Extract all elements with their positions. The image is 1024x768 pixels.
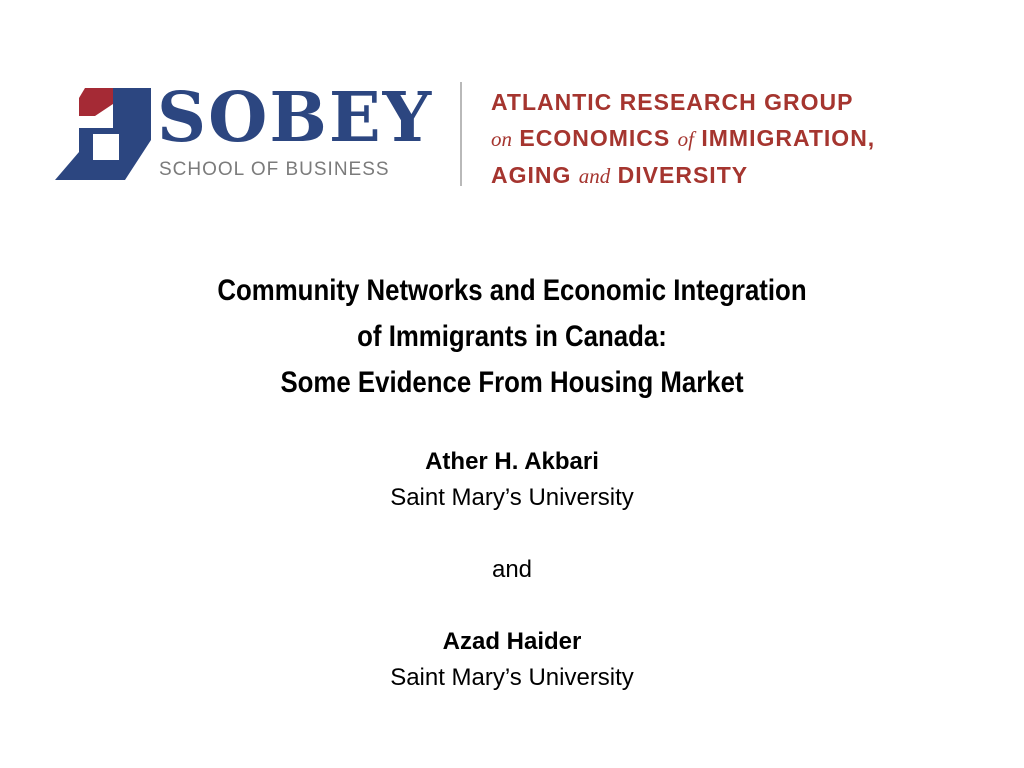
title-line-3: Some Evidence From Housing Market — [280, 366, 744, 399]
logo-divider — [460, 82, 462, 186]
research-group-immigration: IMMIGRATION, — [701, 125, 876, 151]
author-conjunction: and — [491, 556, 533, 583]
author-1-affiliation: Saint Mary’s University — [390, 484, 634, 511]
research-group-logo — [491, 84, 875, 194]
research-group-on: on — [491, 127, 512, 151]
sobey-wordmark: SOBEY — [157, 78, 434, 158]
sobey-emblem-icon — [55, 88, 151, 180]
research-group-line3 — [491, 157, 875, 194]
research-group-line1: ATLANTIC RESEARCH GROUP — [491, 89, 854, 115]
author-1-name: Ather H. Akbari — [425, 448, 599, 475]
research-group-and: and — [578, 164, 611, 188]
title-line-2: of Immigrants in Canada: — [357, 320, 667, 353]
research-group-line2 — [491, 120, 875, 157]
header-banner — [55, 78, 965, 190]
slide-title — [168, 268, 856, 406]
research-group-diversity: DIVERSITY — [617, 162, 749, 188]
sobey-subtitle: SCHOOL OF BUSINESS — [159, 159, 390, 180]
research-group-of: of — [677, 127, 694, 151]
author-block — [212, 444, 812, 696]
research-group-aging: AGING — [491, 162, 572, 188]
author-2-name: Azad Haider — [442, 628, 582, 655]
author-2-affiliation: Saint Mary’s University — [390, 664, 634, 691]
research-group-economics: ECONOMICS — [519, 125, 671, 151]
title-line-1: Community Networks and Economic Integration — [217, 274, 807, 307]
